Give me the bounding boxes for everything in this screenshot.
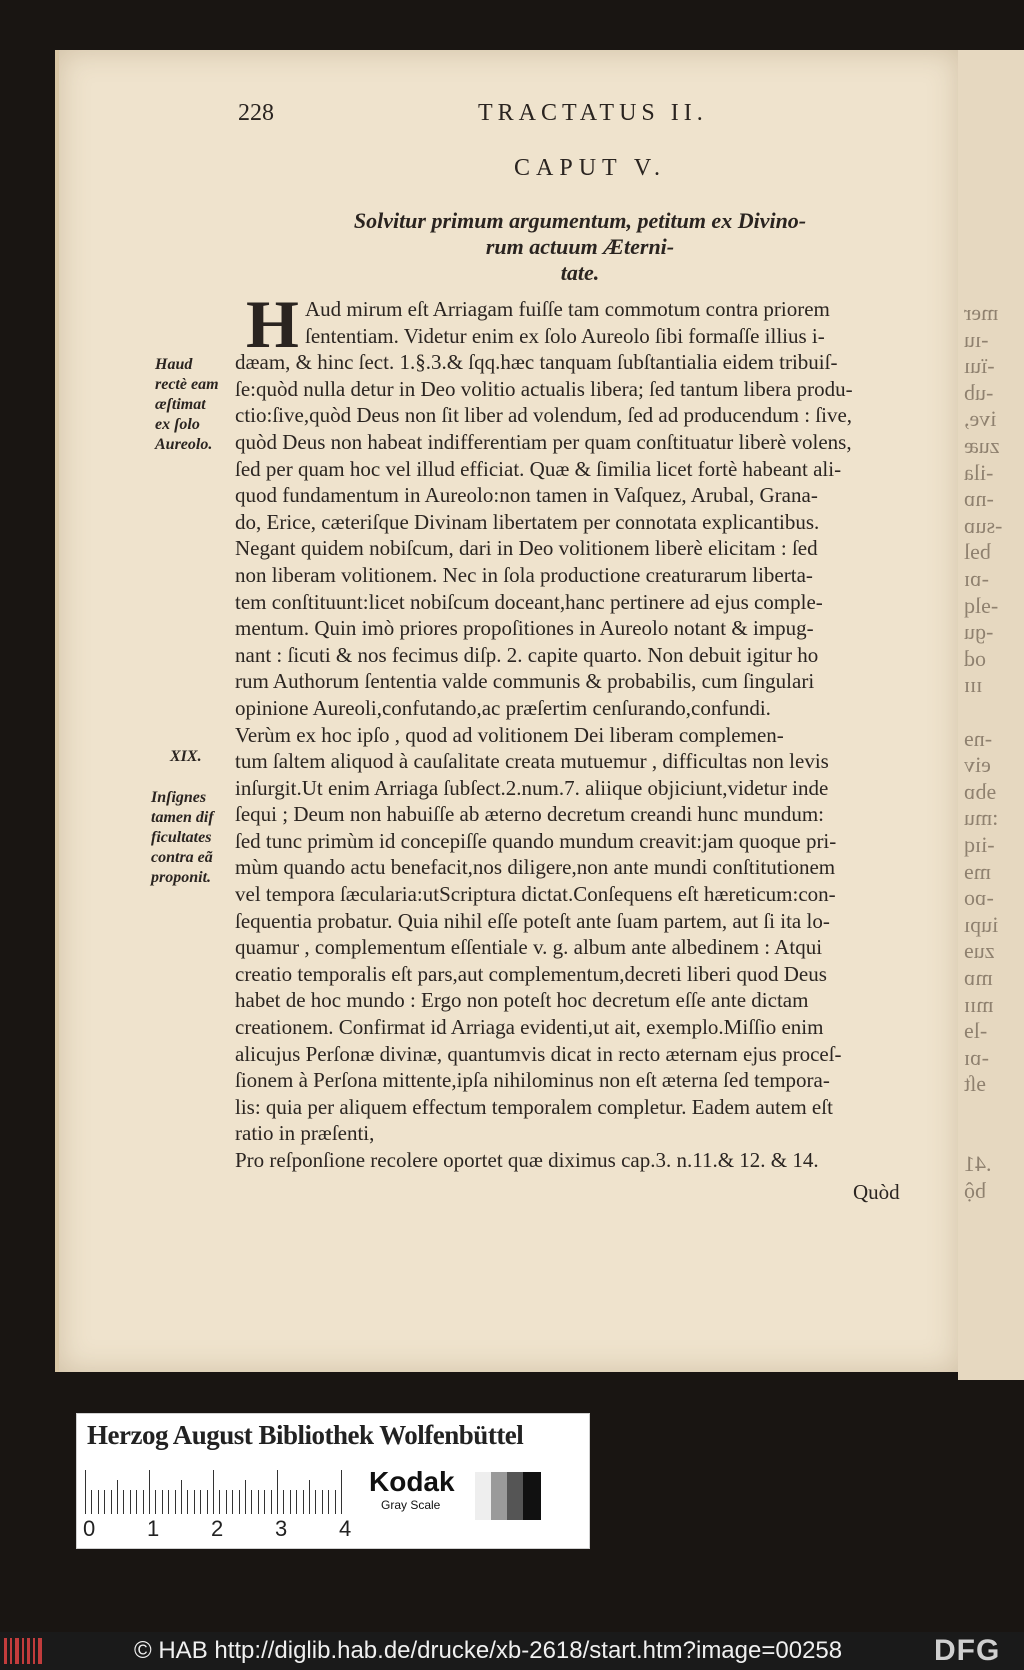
ruler-tick (136, 1490, 137, 1514)
facing-page-fragment: zuɘ (964, 938, 995, 964)
ruler-scale (85, 1470, 355, 1514)
text-line: inſurgit.Ut enim Arriaga ſubſect.2.num.7. aliique objiciunt,videtur inde (235, 775, 829, 800)
facing-page-fragment: iupı (964, 911, 999, 937)
margin-note-line: ex ſolo (155, 416, 200, 433)
text-line: creatio temporalis eſt pars,aut complementum,decreti liberi quod Deus (235, 961, 827, 986)
ruler-tick (239, 1490, 240, 1514)
text-line: alicujus Perſonæ divinæ, quantumvis dicat in recto æternam ejus proceſ- (235, 1041, 842, 1066)
text-line: Pro reſponſione recolere oportet quæ diximus cap.3. n.11.& 12. & 14. (235, 1148, 819, 1172)
page-number: 228 (238, 100, 274, 126)
text-line: mùm quando actu benefacit,nos diligere,non ante mundi conſtitutionem (235, 855, 836, 880)
facing-page-fragment: mɪɪ (964, 991, 994, 1017)
ruler-tick (258, 1490, 259, 1514)
ruler-number: 4 (339, 1516, 352, 1541)
text-line: Aud mirum eſt Arriagam fuiſſe tam commotum contra priorem (305, 297, 830, 321)
ruler-tick (200, 1490, 201, 1514)
text-line: mentum. Quin imò priores propoſitiones in Aureolo notant & impug- (235, 616, 814, 641)
text-line: non liberam volitionem. Nec in ſola productione creaturarum liberta- (235, 562, 813, 587)
margin-note-line: proponit. (151, 869, 212, 886)
institution-name: Herzog August Bibliothek Wolfenbüttel (87, 1420, 524, 1450)
facing-page-fragment: ɪɪɪ (964, 672, 983, 698)
text-line: tum ſaltem aliquod à cauſalitate creata mutuemur , difficultas non levis (235, 749, 829, 774)
text-line: ſionem à Perſona mittente,ipſa nihilominus non eſt æterna ſed tempora- (235, 1068, 830, 1093)
ruler-tick (213, 1470, 214, 1514)
ruler-tick (271, 1490, 272, 1514)
ruler-tick (117, 1480, 118, 1514)
ruler-tick (143, 1490, 144, 1514)
facing-page-fragment: ive, (964, 406, 997, 432)
facing-page-fragment: -ila (964, 459, 994, 485)
ruler-tick (303, 1490, 304, 1514)
ruler-tick (123, 1490, 124, 1514)
text-line: dæam, & hinc ſect. 1.§.3.& ſqq.hæc tanquam ſubſtantialia eidem tribuiſ- (235, 350, 838, 375)
text-line: ratio in præſenti, (235, 1121, 375, 1146)
facing-page-fragment: -ıu (964, 326, 989, 352)
ruler-tick (194, 1490, 195, 1514)
ruler-tick (264, 1490, 265, 1514)
ruler-tick (335, 1490, 336, 1514)
margin-note-insignes (151, 788, 214, 888)
margin-note-line: æſtimat (155, 396, 206, 413)
heading-line: Solvitur primum argumentum, petitum ex Divino- (353, 208, 807, 233)
ruler-tick (162, 1490, 163, 1514)
facing-page-fragment: mɘ (964, 858, 991, 884)
ruler-tick (155, 1490, 156, 1514)
ruler-tick (226, 1490, 227, 1514)
margin-note-line: ficultates (151, 829, 212, 846)
gray-scale-label: Gray Scale (381, 1498, 441, 1512)
facing-page-fragment: -iɪq (964, 832, 995, 857)
margin-section-number: XIX. (170, 748, 202, 765)
heading-line: rum actuum Æterni- (485, 234, 675, 259)
text-line: ſe:quòd nulla detur in Deo volitio actualis libera; ſed tantum libera produ- (235, 376, 853, 401)
text-line: nant : ſicuti & nos fecimus diſp. 2. capite quarto. Non debuit igitur ho (235, 642, 819, 667)
text-line: ſed per quam hoc vel illud efficiat. Quæ & ſimilia licet fortè habeant ali- (235, 456, 842, 481)
text-line: ſententiam. Videtur enim ex ſolo Aureolo ſibi formaſſe illius i- (305, 323, 825, 348)
facing-page-edge (958, 50, 1024, 1380)
chapter-heading (320, 208, 840, 286)
body-text (235, 286, 925, 1174)
text-line: Verùm ex hoc ipſo , quod ad volitionem Dei liberam complemen- (235, 722, 784, 747)
ruler-tick (181, 1480, 182, 1514)
ruler-tick (245, 1480, 246, 1514)
kodak-logo: Kodak (369, 1466, 455, 1497)
text-line: lis: quia per aliquem effectum temporalem completur. Eadem autem eſt (235, 1094, 833, 1119)
text-line: tem conſtituunt:licet nobiſcum doceant,hanc pertinere ad ejus comple- (235, 589, 823, 614)
ruler-tick (296, 1490, 297, 1514)
text-line: quod fundamentum in Aureolo:non tamen in Vaſquez, Arubal, Grana- (235, 483, 818, 508)
ruler-tick (168, 1490, 169, 1514)
ruler-tick (104, 1490, 105, 1514)
text-line: ſequentia probatur. Quia nihil eſſe poteſt ante ſuam partem, aut ſi ita lo- (235, 908, 830, 933)
facing-page-fragment: -ɡu (964, 619, 994, 645)
facing-page-fragment: :mu (964, 805, 999, 831)
chapter-title: CAPUT V. (514, 155, 667, 181)
ruler-tick (130, 1490, 131, 1514)
swatch-light (475, 1472, 491, 1520)
ruler-number: 0 (83, 1516, 96, 1541)
margin-note-line: rectè eam (155, 376, 219, 393)
page-header (238, 100, 708, 136)
margin-note-line: contra eã (151, 849, 213, 866)
facing-page-fragment: mɒ (964, 965, 993, 990)
ruler-tick (207, 1490, 208, 1514)
facing-page-fragment: bɘl (964, 539, 991, 565)
ruler-tick (187, 1490, 188, 1514)
margin-note-line: Aureolo. (155, 436, 213, 453)
ruler-tick (219, 1490, 220, 1514)
facing-page-fragment: ɘbɒ (964, 778, 997, 804)
ruler-tick (175, 1490, 176, 1514)
facing-page-fragment: bộ (964, 1177, 986, 1203)
text-line: ctio:ſive,quòd Deus non ſit liber ad volendum, ſed ad producendum : ſive, (235, 403, 853, 428)
copyright-link[interactable]: © HAB http://diglib.hab.de/drucke/xb-2618/start.htm?image=00258 (134, 1637, 843, 1664)
facing-page-fragment: mer (964, 300, 999, 325)
ruler-tick (341, 1470, 342, 1514)
catchword: Quòd (853, 1180, 900, 1204)
text-line: rum Authorum ſententia valde communis & probabilis, cum ſingulari (235, 669, 815, 694)
facing-page-fragment: -ub (964, 379, 994, 405)
text-line: creationem. Confirmat id Arriaga evidenti,ut ait, exemplo.Miſſio enim (235, 1015, 824, 1040)
text-line: vel tempora ſæcularia:utScriptura dictat.Conſequens eſt hæreticum:con- (235, 882, 836, 907)
ruler-tick (149, 1470, 150, 1514)
margin-note-line: tamen dif (151, 809, 214, 826)
margin-note-line: Haud (155, 356, 193, 373)
facing-page-fragment: eiv (964, 752, 991, 778)
ruler-tick (328, 1490, 329, 1514)
ruler-tick (315, 1490, 316, 1514)
facing-page-fragment: -ɒɪ (964, 1044, 989, 1070)
swatch-dark (507, 1472, 523, 1520)
ruler-tick (232, 1490, 233, 1514)
color-calibration-card (76, 1413, 590, 1549)
ruler-tick (290, 1490, 291, 1514)
ruler-tick (322, 1490, 323, 1514)
ruler-tick (98, 1490, 99, 1514)
facing-page-fragment: -lɘ (964, 1018, 988, 1044)
text-line: habet de hoc mundo : Ergo non poteſt hoc decretum eſſe ante dictam (235, 988, 809, 1013)
facing-page-fragment: -ɒɪ (964, 566, 989, 591)
facing-page-fragment: -ɒo (964, 885, 994, 911)
text-line: opinione Aureoli,confutando,ac præſertim cenſurando,confundi. (235, 695, 771, 720)
text-line: ſed tunc primùm id concepiſſe quando mundum creavit:jam quoque pri- (235, 828, 837, 853)
text-line: ſequi ; Deum non habuiſſe ab æterno decretum creandi hunc mundum: (235, 802, 825, 827)
dfg-logo: DFG (934, 1634, 1001, 1667)
ruler-tick (85, 1470, 86, 1514)
facing-page-fragment: ɘſt (964, 1071, 986, 1097)
facing-page-fragment: -suɒ (964, 512, 1003, 538)
facing-page-fragment: od (964, 645, 986, 671)
drop-capital: H (246, 286, 299, 362)
facing-page-fragment: .41 (964, 1151, 992, 1177)
footer-bar (0, 1632, 1024, 1670)
ruler-tick (309, 1480, 310, 1514)
heading-line: tate. (560, 260, 600, 285)
text-line: quòd Deus non habeat indifferentiam per quam conſtituatur liberè volens, (235, 429, 852, 454)
ruler-number: 1 (147, 1516, 160, 1541)
facing-page-fragment: zuæ (964, 433, 1000, 458)
text-line: Negant quidem nobiſcum, dari in Deo volitionem liberè elicitam : ſed (235, 536, 818, 561)
ruler-tick (251, 1490, 252, 1514)
ruler-tick (283, 1490, 284, 1514)
facing-page-fragment: -ɘlq (964, 592, 999, 618)
ruler-number: 3 (275, 1516, 288, 1541)
running-title: TRACTATUS II. (478, 100, 708, 126)
ruler-number: 2 (211, 1516, 224, 1541)
ruler-tick (111, 1490, 112, 1514)
facing-page-fragment: -nɘ (964, 725, 993, 751)
margin-note-haud (155, 355, 219, 455)
margin-note-line: Inſignes (151, 789, 207, 806)
ruler-tick (91, 1490, 92, 1514)
text-line: quamur , complementum eſſentiale v. g. album ante albedinem : Atqui (235, 935, 823, 960)
barcode-icon (4, 1638, 46, 1664)
facing-page-fragment: -ïuı (964, 353, 995, 379)
swatch-black (523, 1472, 541, 1520)
swatch-mid (491, 1472, 507, 1520)
text-line: do, Erice, cæteriſque Divinam libertatem per connotata explicantibus. (235, 509, 820, 534)
ruler-tick (277, 1470, 278, 1514)
facing-page-fragment: -nɒ (964, 486, 994, 512)
